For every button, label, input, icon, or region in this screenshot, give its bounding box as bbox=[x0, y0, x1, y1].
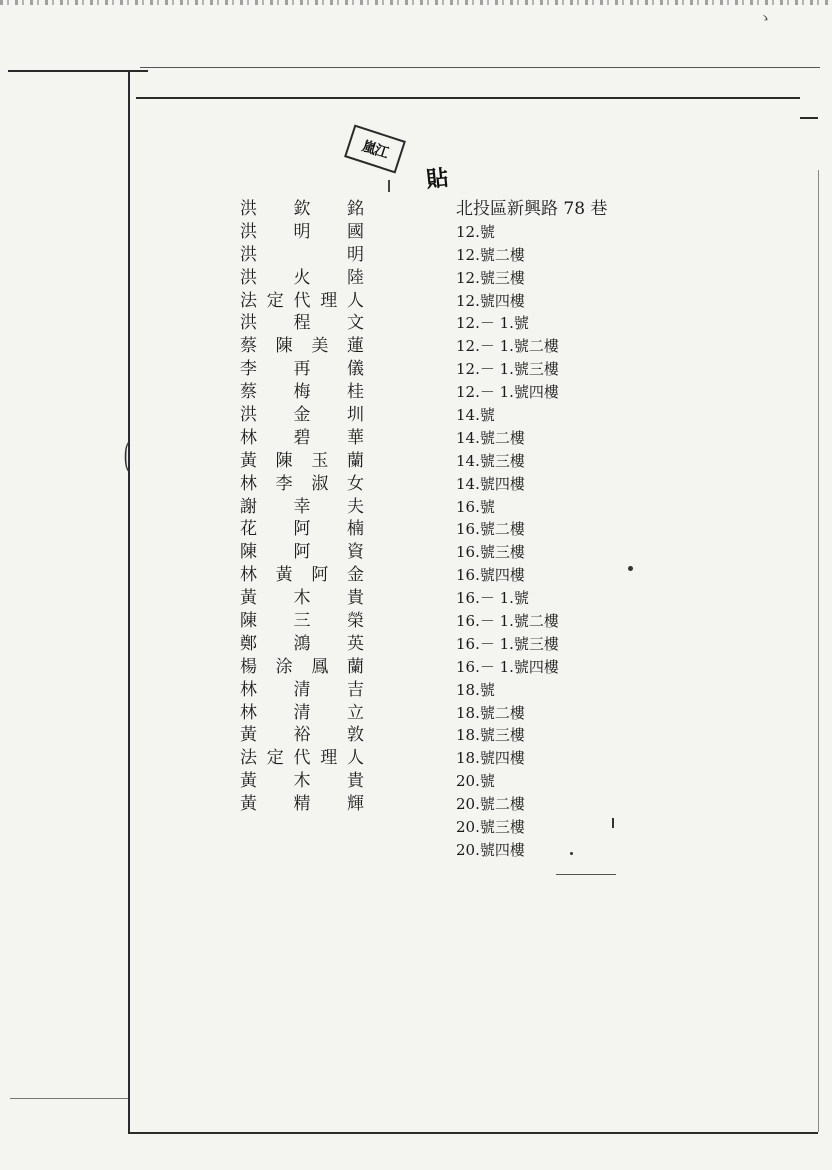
owner-name: 楊涂鳳蘭 bbox=[240, 656, 364, 677]
frame-line-outer-top bbox=[140, 67, 820, 68]
stamp-tick-mark bbox=[388, 180, 390, 192]
owner-name bbox=[240, 839, 364, 862]
owner-address: 12.－ 1.號 bbox=[456, 314, 529, 333]
owner-name: 林李淑女 bbox=[240, 473, 364, 494]
frame-line-right bbox=[818, 170, 819, 1132]
owner-name: 黃木貴 bbox=[240, 588, 364, 609]
owner-address: 12.號三樓 bbox=[456, 268, 525, 287]
owner-name: 陳三榮 bbox=[240, 611, 364, 632]
owner-address: 16.－ 1.號四樓 bbox=[456, 657, 559, 676]
owner-address: 14.號二樓 bbox=[456, 428, 525, 447]
seal-stamp bbox=[344, 124, 406, 173]
owner-name: 蔡陳美蓮 bbox=[240, 336, 364, 357]
owner-address: 18.號二樓 bbox=[456, 703, 525, 722]
owner-address: 16.號三樓 bbox=[456, 543, 525, 562]
owner-name: 黃木貴 bbox=[240, 771, 364, 792]
owner-name: 花阿楠 bbox=[240, 519, 364, 540]
owner-address: 14.號四樓 bbox=[456, 474, 525, 493]
owner-name: 林清吉 bbox=[240, 679, 364, 700]
owner-name: 洪火陸 bbox=[240, 267, 364, 288]
owner-name: 李再儀 bbox=[240, 359, 364, 380]
owner-address: 14.號三樓 bbox=[456, 451, 525, 470]
owner-address: 20.號二樓 bbox=[456, 795, 525, 814]
owner-address: 20.號 bbox=[456, 772, 495, 791]
owner-name: 陳阿資 bbox=[240, 542, 364, 563]
owner-name: 法定代理人 bbox=[240, 748, 364, 769]
owner-address: 16.－ 1.號 bbox=[456, 589, 529, 608]
owner-name: 洪程文 bbox=[240, 313, 364, 334]
owner-address: 16.－ 1.號二樓 bbox=[456, 612, 559, 631]
owner-address: 20.號四樓 bbox=[456, 840, 525, 859]
scan-dash bbox=[556, 874, 616, 875]
owner-address: 12.－ 1.號四樓 bbox=[456, 383, 559, 402]
scan-noise-top bbox=[0, 0, 832, 5]
scan-speck bbox=[612, 818, 614, 828]
owner-address: 北投區新興路 78 巷 bbox=[456, 199, 608, 219]
frame-line-left-tick bbox=[10, 1098, 128, 1099]
frame-line-bottom bbox=[128, 1132, 818, 1134]
owner-address: 12.號 bbox=[456, 222, 495, 241]
seal-stamp-text: 嵐江 bbox=[359, 138, 390, 162]
owner-address: 16.號四樓 bbox=[456, 566, 525, 585]
frame-line-left bbox=[128, 72, 130, 1134]
owner-address: 12.－ 1.號三樓 bbox=[456, 360, 559, 379]
scan-speck bbox=[628, 566, 633, 571]
owner-name: 洪明 bbox=[240, 244, 364, 265]
frame-line-inner-top bbox=[136, 97, 800, 99]
names-column bbox=[240, 198, 364, 862]
addresses-column bbox=[456, 198, 636, 862]
frame-line-inner-tail bbox=[800, 117, 818, 119]
owner-name: 林清立 bbox=[240, 702, 364, 723]
owner-name: 洪明國 bbox=[240, 221, 364, 242]
owner-address: 14.號 bbox=[456, 406, 495, 425]
owner-name bbox=[240, 816, 364, 839]
owner-address: 18.號 bbox=[456, 680, 495, 699]
owner-name: 蔡梅桂 bbox=[240, 382, 364, 403]
owner-name: 洪欽銘 bbox=[240, 199, 364, 219]
owner-name: 林碧華 bbox=[240, 427, 364, 448]
owner-address: 12.號四樓 bbox=[456, 291, 525, 310]
owner-address: 20.號三樓 bbox=[456, 818, 525, 837]
owner-name: 謝幸夫 bbox=[240, 496, 364, 517]
owner-address: 18.號三樓 bbox=[456, 726, 525, 745]
owner-address: 16.號 bbox=[456, 497, 495, 516]
owner-address: 16.－ 1.號三樓 bbox=[456, 634, 559, 653]
owner-name: 林黃阿金 bbox=[240, 565, 364, 586]
owner-address: 16.號二樓 bbox=[456, 520, 525, 539]
frame-line-outer-left bbox=[8, 70, 148, 72]
owner-address: 18.號四樓 bbox=[456, 749, 525, 768]
owner-address: 12.－ 1.號二樓 bbox=[456, 337, 559, 356]
scan-speck bbox=[570, 852, 573, 855]
owner-name: 鄭鴻英 bbox=[240, 633, 364, 654]
owner-name: 黃精輝 bbox=[240, 794, 364, 815]
bracket-mark: ( bbox=[123, 436, 130, 476]
owner-name: 黃陳玉蘭 bbox=[240, 450, 364, 471]
owner-address: 12.號二樓 bbox=[456, 245, 525, 264]
owner-name: 洪金圳 bbox=[240, 405, 364, 426]
seal-stamp-char: 貼 bbox=[424, 164, 450, 194]
owner-name: 黃裕敦 bbox=[240, 725, 364, 746]
owner-name: 法定代理人 bbox=[240, 290, 364, 311]
page-mark: ゝ bbox=[758, 11, 772, 27]
